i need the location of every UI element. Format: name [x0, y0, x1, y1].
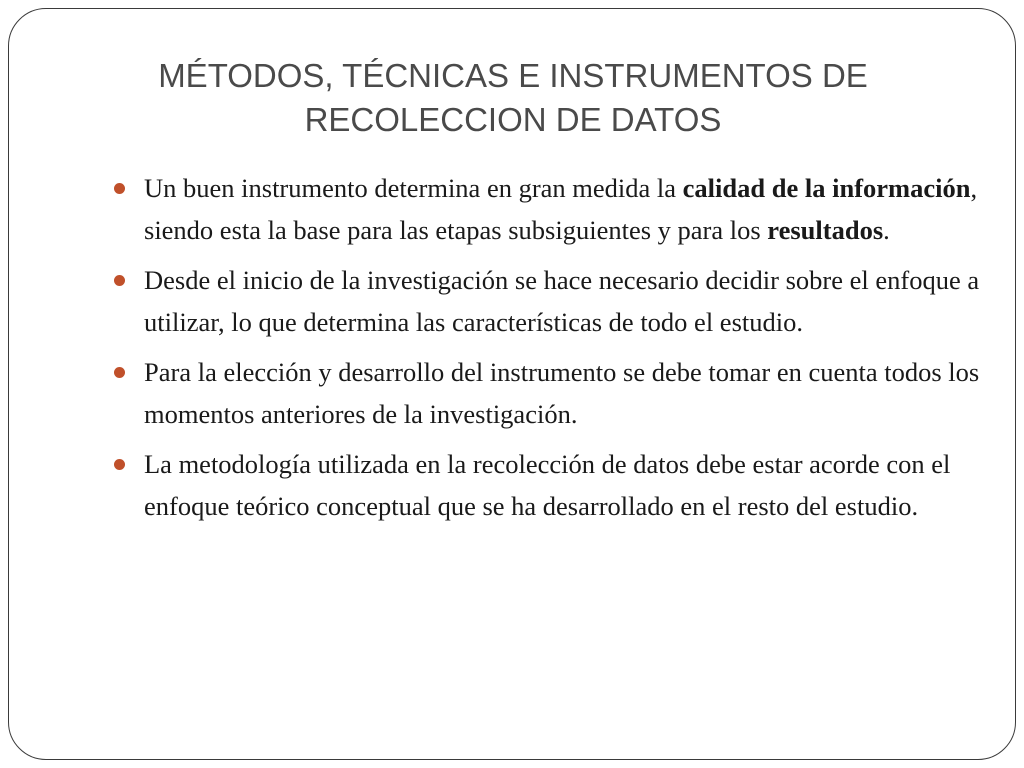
bullet-emphasis-results: resultados [767, 214, 884, 245]
bullet-item [104, 168, 984, 251]
bullet-text-part: . [883, 214, 890, 245]
bullet-text: Desde el inicio de la investigación se hace necesario decidir sobre el enfoque a utilizar, lo que determina las características de todo el estudio. [144, 265, 980, 337]
bullet-text-part: , siendo esta la base para las etapas subsiguientes y para los [144, 173, 978, 245]
bullet-dot-icon [114, 183, 125, 194]
bullet-list [104, 168, 984, 536]
bullet-emphasis-quality: calidad de la información [682, 173, 971, 203]
bullet-dot-icon [114, 459, 125, 470]
bullet-text: Para la elección y desarrollo del instrumento se debe tomar en cuenta todos los momentos anteriores de la investigación. [144, 357, 980, 429]
bullet-text-part: Un buen instrumento determina en gran medida la [144, 173, 683, 203]
bullet-dot-icon [114, 275, 125, 286]
slide-title [60, 54, 966, 142]
bullet-item [104, 260, 984, 343]
slide-title-line-1: MÉTODOS, TÉCNICAS E INSTRUMENTOS DE [158, 57, 868, 94]
bullet-text: La metodología utilizada en la recolección de datos debe estar acorde con el enfoque teórico conceptual que se ha desarrollado en el resto del estudio. [144, 449, 951, 521]
bullet-item [104, 352, 984, 435]
bullet-item [104, 444, 984, 527]
bullet-dot-icon [114, 367, 125, 378]
bullet-text [144, 173, 977, 245]
slide-title-line-2: RECOLECCION DE DATOS [304, 101, 722, 138]
